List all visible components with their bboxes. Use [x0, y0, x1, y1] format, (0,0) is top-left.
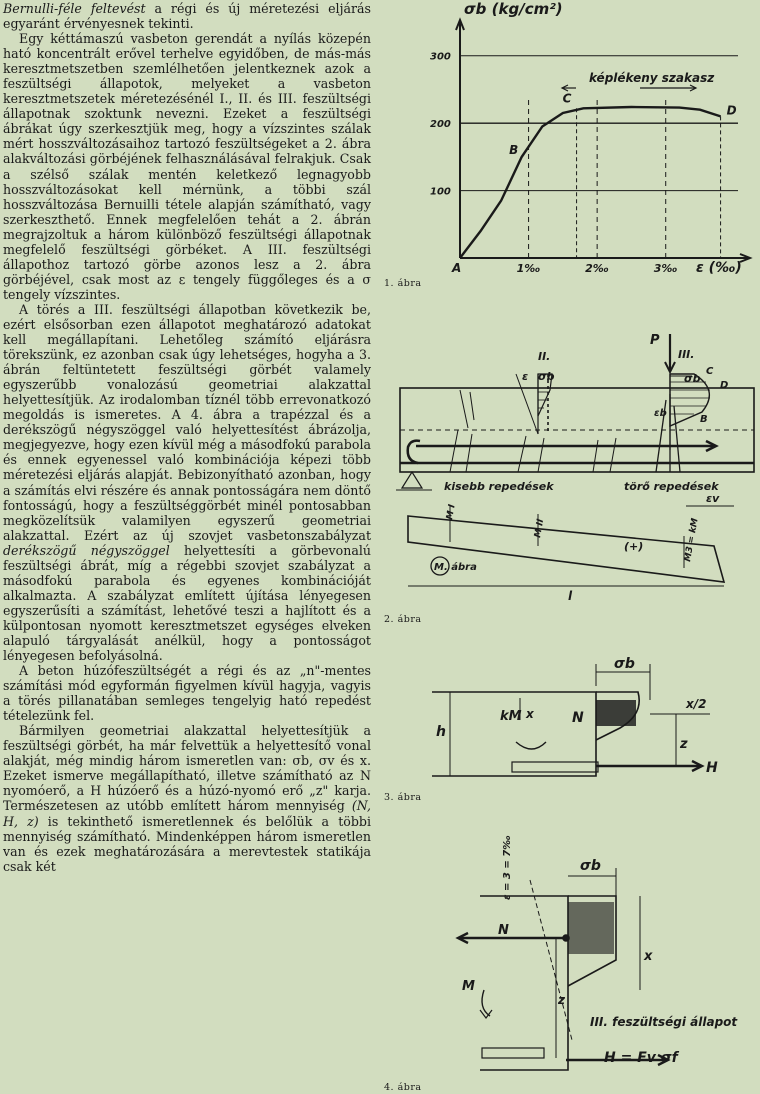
- fig4-h-label: H = Fv σf: [604, 1050, 678, 1066]
- section-4-beam: [480, 896, 568, 1070]
- label-sigma-b-2: σb: [538, 370, 555, 383]
- label-load-p: P: [650, 333, 660, 348]
- fig3-x2: x/2: [686, 697, 707, 711]
- section-3-stress-block: [596, 700, 636, 726]
- left-support: [402, 472, 422, 488]
- stress-strain-chart: [396, 0, 760, 285]
- fig3-h: h: [436, 724, 446, 740]
- paragraph-text: Egy kéttámaszú vasbeton gerendát a nyílás közepén ható koncentrált erővel terhelve egyidőben, de más-más keresztmetszetben szemlélhetően jelentkeznek azok a feszültségi állapotok, melyeket a vasbeton keresztmetszetek méretezésénél I., II. és III. feszültségi állapotnak szoktunk nevezni. Ezeket a feszültségi ábrákat úgy szerkesztjük meg, hogy a vízszintes szálak mért hosszváltozásaihoz tartozó feszültségeket a 2. ábra alakváltozási görbéjének felhasználásával felrakjuk. Csak a szélső szálak mentén keletkező legnagyobb hosszváltozásokat kell mérnünk, a többi szál hosszváltozása Bernuilli tétele alapján számítható, vagy szerkeszthető. Ennek megfelelően tehát a 2. ábrán megrajzoltuk a három különböző feszültségi állapotnak megfelelő feszültségi görbéket. A III. feszültségi állapothoz tartozó görbe azonos lesz a 2. ábra görbéjével, csak most az ε tengely függőleges és a σ tengely vízszintes.: [3, 31, 371, 302]
- paragraph-text: is tekinthető ismeretlennek és belőlük a többi mennyiség számítható. Mindenképpen három ismeretlen van és ezek meghatározására a merevtestek statikája csak két: [3, 813, 371, 874]
- paragraph-text: A beton húzófeszültségét a régi és az „n"-mentes számítási mód egyformán figyelmen kívül hagyja, vagyis a törés pillanatában semleges tengelyig ható repedést tételezünk fel.: [3, 663, 371, 724]
- label-plus: (+): [624, 540, 644, 553]
- paragraph: [3, 302, 371, 663]
- y-tick-label: 200: [430, 119, 451, 131]
- figure-1-caption: 1. ábra: [384, 278, 422, 289]
- label-b: B: [700, 414, 708, 425]
- figure-2-caption: 2. ábra: [384, 614, 422, 625]
- figure-3-diagram: [420, 656, 750, 790]
- plastic-zone-annotation: képlékeny szakasz: [589, 71, 715, 85]
- section-3-rebar: [512, 762, 598, 772]
- label-section-2: II.: [538, 350, 551, 363]
- label-small-cracks: kisebb repedések: [444, 480, 554, 493]
- figure-4-diagram: [440, 835, 760, 1094]
- fig4-z: z: [558, 993, 565, 1007]
- point-label: C: [562, 91, 572, 106]
- paragraph-text: helyettesíti a görbevonalú feszültségi ábrát, míg a régebbi szovjet szabályzat a másodfokú parabola és egyenes kombinációját alkalmazta. A szabályzat említett újítása lényegesen egyszerűsíti a számítást, lehetővé teszi a hajlított és a külpontosan nyomott keresztmetszet egységes elveken alapuló tárgyalását anélkül, hogy a pontosságot lényegesen befolyásolná.: [3, 542, 372, 664]
- label-m-diagram: M. ábra: [434, 562, 477, 573]
- x-tick-label: 2‰: [585, 262, 609, 275]
- x-axis-label: ε (‰): [696, 260, 742, 276]
- point-label: B: [509, 143, 519, 158]
- label-m3: M3 = kM: [683, 517, 701, 563]
- figure-1-chart: [396, 0, 760, 289]
- figure-2-diagram: [388, 330, 760, 614]
- fig4-sigma-b: σb: [580, 858, 601, 874]
- paragraph: [3, 31, 371, 302]
- figure-3-caption: 3. ábra: [384, 792, 422, 803]
- y-axis-label: σb (kg/cm²): [464, 0, 563, 18]
- paragraph-text: Bernulli-féle feltevést: [3, 1, 146, 16]
- label-span-l: l: [568, 589, 573, 603]
- bar-hook: [408, 441, 420, 463]
- fig3-sigma-b: σb: [614, 656, 635, 672]
- label-d: D: [720, 380, 729, 391]
- label-m2: M II: [533, 518, 547, 539]
- paragraph: [3, 1, 371, 31]
- article-text: [3, 1, 371, 874]
- paragraph: [3, 723, 371, 873]
- fig3-z: z: [680, 737, 688, 752]
- paragraph-text: a régi és új méretezési eljárás egyaránt érvényesnek tekinti.: [3, 1, 371, 32]
- label-eps-b: εb: [654, 408, 667, 419]
- fig3-km: kM: [500, 709, 522, 724]
- figure-4-caption: 4. ábra: [384, 1082, 422, 1093]
- point-label: D: [726, 103, 737, 118]
- fig4-state-label: III. feszültségi állapot: [590, 1015, 738, 1029]
- stress-strain-curve: [460, 107, 721, 258]
- paragraph-text: A törés a III. feszültségi állapotban következik be, ezért elsősorban ezen állapotot meghatározó adatokat kell megállapítani. Lehetőleg számító eljárásra törekszünk, ez azonban csak úgy lehetséges, hogyha a 3. ábrán feltüntetett feszültségi görbét valamely egyszerűbb vonalozású geometriai alakzattal helyettesítjük. Az irodalomban tíznél több errevonatkozó megoldás is ismeretes. A 4. ábra a trapézzal és a derékszögű négyszöggel való helyettesítést ábrázolja, megjegyezve, hogy ezen kívül még a másodfokú parabola és ennek egyenessel való kombinációja képezi több méretezési eljárás alapját. Bebizonyítható azonban, hogy a számítás elvi részére és annak pontosságára nem döntő fontosságú, hogy a feszültséggörbét minél pontosabban megközelítsük valamilyen egyszerű geometriai alakzattal. Ezért az új szovjet vasbetonszabályzat: [3, 301, 371, 543]
- label-section-3: III.: [678, 348, 695, 361]
- paragraph-text: derékszögű négyszöggel: [3, 542, 170, 558]
- fig4-x: x: [644, 949, 653, 964]
- label-eps-v: εv: [706, 492, 720, 505]
- label-sigma-b-3: σb: [684, 372, 701, 385]
- paragraph: [3, 663, 371, 723]
- fig3-n: N: [572, 710, 584, 726]
- fig4-n: N: [498, 923, 509, 938]
- point-label: A: [452, 261, 462, 275]
- label-epsilon: ε: [522, 370, 529, 383]
- y-tick-label: 300: [430, 51, 451, 63]
- label-m1: M I: [445, 503, 458, 521]
- paragraph-text: Bármilyen geometriai alakzattal helyettesítjük a feszültségi görbét, ha már felvettük a helyettesítő vonal alakját, még mindig három ismeretlen van: σb, σv és x. Ezeket ismerve megállapítható, illetve számítható az N nyomóerő, a H húzóerő és a húzó-nyomó erő „z" karja. Természetesen az utóbb említett három mennyiség: [3, 723, 371, 814]
- fig3-h-force: H: [706, 760, 718, 776]
- label-failure-cracks: törő repedések: [624, 480, 719, 493]
- paragraph-text: (N, H, z): [3, 798, 371, 829]
- fig4-m: M: [462, 979, 475, 994]
- section-4-rebar: [482, 1048, 544, 1058]
- fig4-eps: ε = 3 = 7‰: [502, 835, 513, 900]
- x-tick-label: 3‰: [653, 262, 678, 275]
- section-3-beam: [432, 692, 596, 776]
- label-c: C: [706, 366, 714, 377]
- y-tick-label: 100: [430, 186, 451, 198]
- fig3-x: x: [526, 707, 534, 721]
- small-cracks: [450, 390, 616, 472]
- x-tick-label: 1‰: [516, 262, 541, 275]
